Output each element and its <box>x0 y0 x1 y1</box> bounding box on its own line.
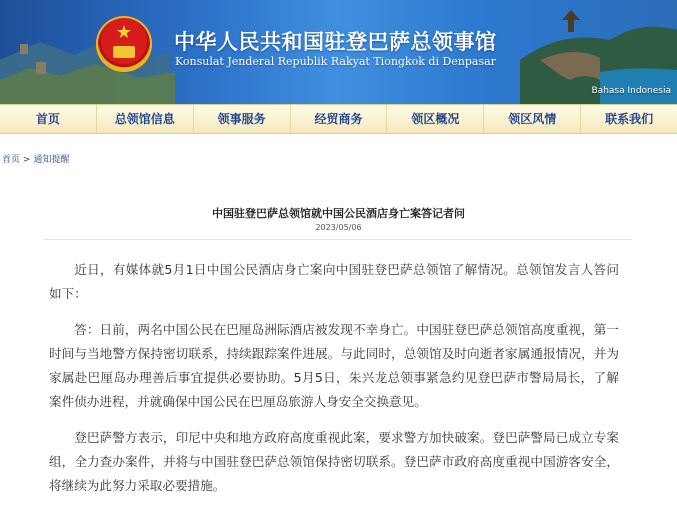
nav-item-home[interactable]: 首页 <box>0 105 97 133</box>
gate-icon <box>113 46 135 58</box>
nav-item-district-culture[interactable]: 领区风情 <box>484 105 581 133</box>
nav-item-consulate-info[interactable]: 总领馆信息 <box>97 105 194 133</box>
article-paragraph: 答：日前，两名中国公民在巴厘岛洲际酒店被发现不幸身亡。中国驻登巴萨总领馆高度重视，第一时间与当地警方保持密切联系，持续跟踪案件进展。与此同时，总领馆及时向逝者家属通报情况，并为家属赴巴厘岛办理善后事宜提供必要协助。5月5日，朱兴龙总领事紧急约见登巴萨市警局局长，了解案件侦办进程，并就确保中国公民在巴厘岛旅游人身安全交换意见。 <box>49 322 619 409</box>
nav-item-contact[interactable]: 联系我们 <box>605 112 654 126</box>
nav-item-district-overview[interactable]: 领区概况 <box>387 105 484 133</box>
article-paragraph: 近日，有媒体就5月1日中国公民酒店身亡案向中国驻登巴萨总领馆了解情况。总领馆发言人答问如下： <box>49 262 619 301</box>
breadcrumb-current[interactable]: 通知提醒 <box>33 155 70 165</box>
site-title-id: Konsulat Jenderal Republik Rakyat Tiongkok di Denpasar <box>175 55 496 68</box>
star-icon: ★ <box>115 22 133 43</box>
title-divider <box>44 239 632 240</box>
nav-item-economy-trade[interactable]: 经贸商务 <box>291 105 388 133</box>
article-body <box>49 258 619 510</box>
article-title: 中国驻登巴萨总领馆就中国公民酒店身亡案答记者问 <box>212 207 465 220</box>
language-link[interactable]: Bahasa Indonesia <box>591 86 671 96</box>
nav-item-consular-services[interactable]: 领事服务 <box>194 105 291 133</box>
breadcrumb-separator: > <box>22 155 31 165</box>
header-banner <box>0 0 677 104</box>
site-title-cn: 中华人民共和国驻登巴萨总领事馆 <box>174 30 497 54</box>
breadcrumb-home[interactable]: 首页 <box>2 155 21 165</box>
article-date: 2023/05/06 <box>315 223 362 232</box>
breadcrumb <box>2 152 69 165</box>
national-emblem-icon[interactable] <box>96 16 152 72</box>
article-paragraph: 登巴萨警方表示，印尼中央和地方政府高度重视此案，要求警方加快破案。登巴萨警局已成立专案组，全力查办案件，并将与中国驻登巴萨总领馆保持密切联系。登巴萨市政府高度重视中国游客安全，将继续为此努力采取必要措施。 <box>49 430 619 493</box>
main-nav <box>0 104 677 134</box>
